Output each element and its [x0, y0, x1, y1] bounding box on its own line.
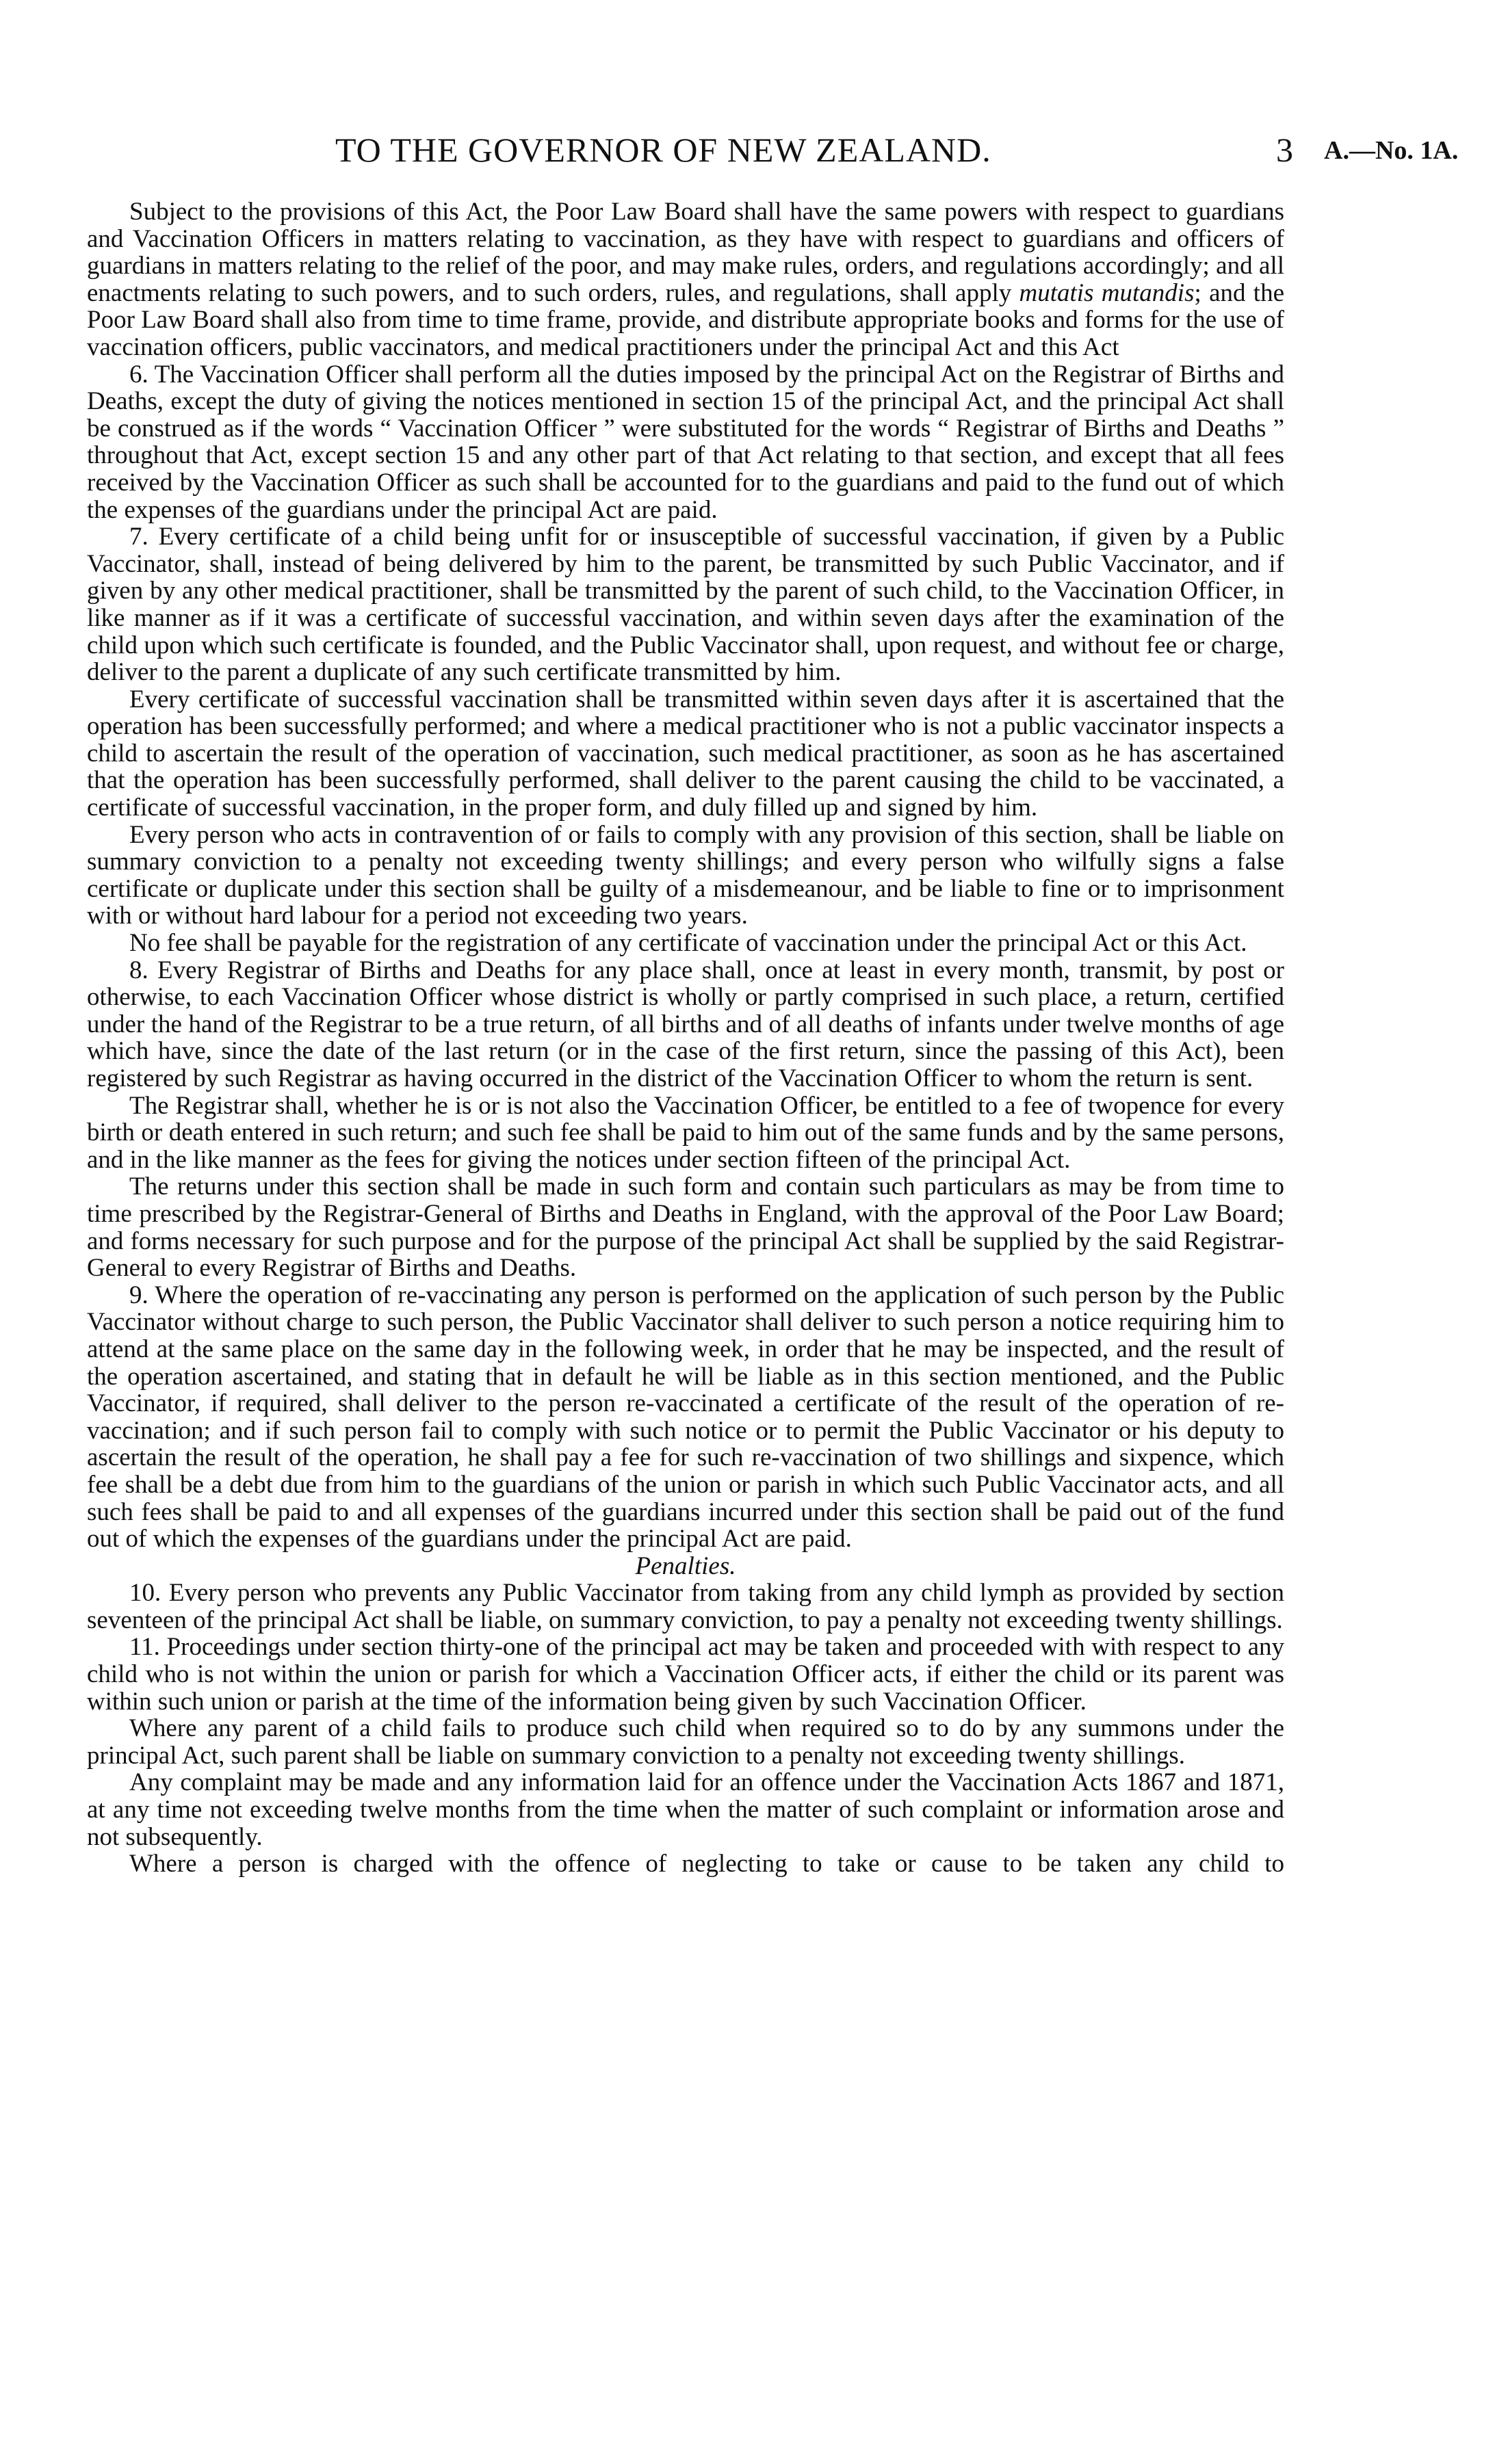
- section-6: 6. The Vaccination Officer shall perform all the duties imposed by the principal Act on the Registrar of Births and Deaths, except the duty of giving the notices mentioned in section 15 of the principal Act, and the principal Act shall be construed as if the words “ Vaccination Officer ” were substituted for the words “ Registrar of Births and Deaths ” throughout that Act, except section 15 and any other part of that Act relating to that section, and except that all fees received by the Vaccination Officer as such shall be accounted for to the guardians and paid to the fund out of which the expenses of the guardians under the principal Act are paid.: [87, 360, 1284, 524]
- paragraph-poor-law-board: [87, 198, 1284, 361]
- text: Subject to the provisions of this Act, the Poor Law Board shall have the same powers with respect to guardians and Vaccination Officers in matters relating to vaccination, as they have with respect to guardians and officers of guardians in matters relating to the relief of the poor, and may make rules, orders, and regulations accordingly; and all enactments relating to such powers, and to such orders, rules, and regulations, shall apply: [87, 198, 1284, 307]
- paragraph: Every person who acts in contravention of or fails to comply with any provision of this section, shall be liable on summary conviction to a penalty not exceeding twenty shillings; and every person who wilfully signs a false certificate or duplicate under this section shall be guilty of a misdemeanour, and be liable to fine or to imprisonment with or without hard labour for a period not exceeding two years.: [87, 820, 1284, 930]
- paragraph: The returns under this section shall be made in such form and contain such particulars as may be from time to time prescribed by the Registrar-General of Births and Deaths in England, with the approval of the Poor Law Board; and forms necessary for such purpose and for the purpose of the principal Act shall be supplied by the said Registrar-General to every Registrar of Births and Deaths.: [87, 1172, 1284, 1283]
- section-8: 8. Every Registrar of Births and Deaths for any place shall, once at least in every month, transmit, by post or otherwise, to each Vaccination Officer whose district is wholly or partly comprised in such place, a return, certified under the hand of the Registrar to be a true return, of all births and of all deaths of infants under twelve months of age which have, since the date of the last return (or in the case of the first return, since the passing of this Act), been registered by such Registrar as having occurred in the district of the Vaccination Officer to whom the return is sent.: [87, 956, 1284, 1092]
- paragraph: Where any parent of a child fails to produce such child when required so to do by any summons under the principal Act, such parent shall be liable on summary conviction to a penalty not exceeding twenty shillings.: [87, 1714, 1284, 1770]
- paragraph: Any complaint may be made and any information laid for an offence under the Vaccination Acts 1867 and 1871, at any time not exceeding twelve months from the time when the matter of such complaint or information arose and not subsequently.: [87, 1768, 1284, 1851]
- section-7: 7. Every certificate of a child being unfit for or insusceptible of successful vaccination, if given by a Public Vaccinator, shall, instead of being delivered by him to the parent, be transmitted by such Public Vaccinator, and if given by any other medical practitioner, shall be transmitted by the parent of such child, to the Vaccination Officer, in like manner as if it was a certificate of successful vaccination, and within seven days after the examination of the child upon which such certificate is founded, and the Public Vaccinator shall, upon request, and without fee or charge, deliver to the parent a duplicate of any such certificate transmitted by him.: [87, 523, 1284, 687]
- paragraph: No fee shall be payable for the registration of any certificate of vaccination under the principal Act or this Act.: [129, 929, 1247, 958]
- document-body: [87, 198, 1284, 1878]
- section-9: 9. Where the operation of re-vaccinating any person is performed on the application of such person by the Public Vaccinator without charge to such person, the Public Vaccinator shall deliver to such person a notice requiring him to attend at the same place on the same day in the following week, in order that he may be inspected, and the result of the operation ascertained, and stating that in default he will be liable as in this section mentioned, and the Public Vaccinator, if required, shall deliver to the person re-vaccinated a certificate of the result of the operation of re-vaccination; and if such person fail to comply with such notice or to permit the Public Vaccinator or his deputy to ascertain the result of the operation, he shall pay a fee for such re-vaccination of two shillings and sixpence, which fee shall be a debt due from him to the guardians of the union or parish in which such Public Vaccinator acts, and all such fees shall be paid to and all expenses of the guardians incurred under this section shall be paid out of the fund out of which the expenses of the guardians under the principal Act are paid.: [87, 1281, 1284, 1554]
- italic-phrase: mutatis mutandis: [1019, 278, 1195, 307]
- penalties-heading: Penalties.: [635, 1551, 736, 1580]
- page-number: 3: [1276, 131, 1293, 169]
- section-10: 10. Every person who prevents any Public Vaccinator from taking from any child lymph as provided by section seventeen of the principal Act shall be liable, on summary conviction, to pay a penalty not exceeding twenty shillings.: [87, 1579, 1284, 1634]
- document-reference: A.—No. 1A.: [1324, 136, 1459, 165]
- section-11: 11. Proceedings under section thirty-one of the principal act may be taken and proceeded with with respect to any child who is not within the union or parish for which a Vaccination Officer acts, if either the child or its parent was within such union or parish at the time of the information being given by such Vaccination Officer.: [87, 1633, 1284, 1716]
- paragraph: Every certificate of successful vaccination shall be transmitted within seven days after it is ascertained that the operation has been successfully performed; and where a medical practitioner who is not a public vaccinator inspects a child to ascertain the result of the operation of vaccination, such medical practitioner, as soon as he has ascertained that the operation has been successfully performed, shall deliver to the parent causing the child to be vaccinated, a certificate of successful vaccination, in the proper form, and duly filled up and signed by him.: [87, 685, 1284, 822]
- running-title: TO THE GOVERNOR OF NEW ZEALAND.: [335, 131, 991, 169]
- page-header: [0, 130, 1495, 171]
- paragraph: The Registrar shall, whether he is or is not also the Vaccination Officer, be entitled to a fee of twopence for every birth or death entered in such return; and such fee shall be paid to him out of the same funds and by the same persons, and in the like manner as the fees for giving the notices under section fifteen of the principal Act.: [87, 1091, 1284, 1174]
- paragraph: Where a person is charged with the offence of neglecting to take or cause to be taken any child to: [129, 1850, 1284, 1878]
- text: ; and the Poor Law Board shall also from time to time frame, provide, and distribute appropriate books and forms for the use of vaccination officers, public vaccinators, and medical practitioners under the principal Act and this Act: [87, 278, 1285, 361]
